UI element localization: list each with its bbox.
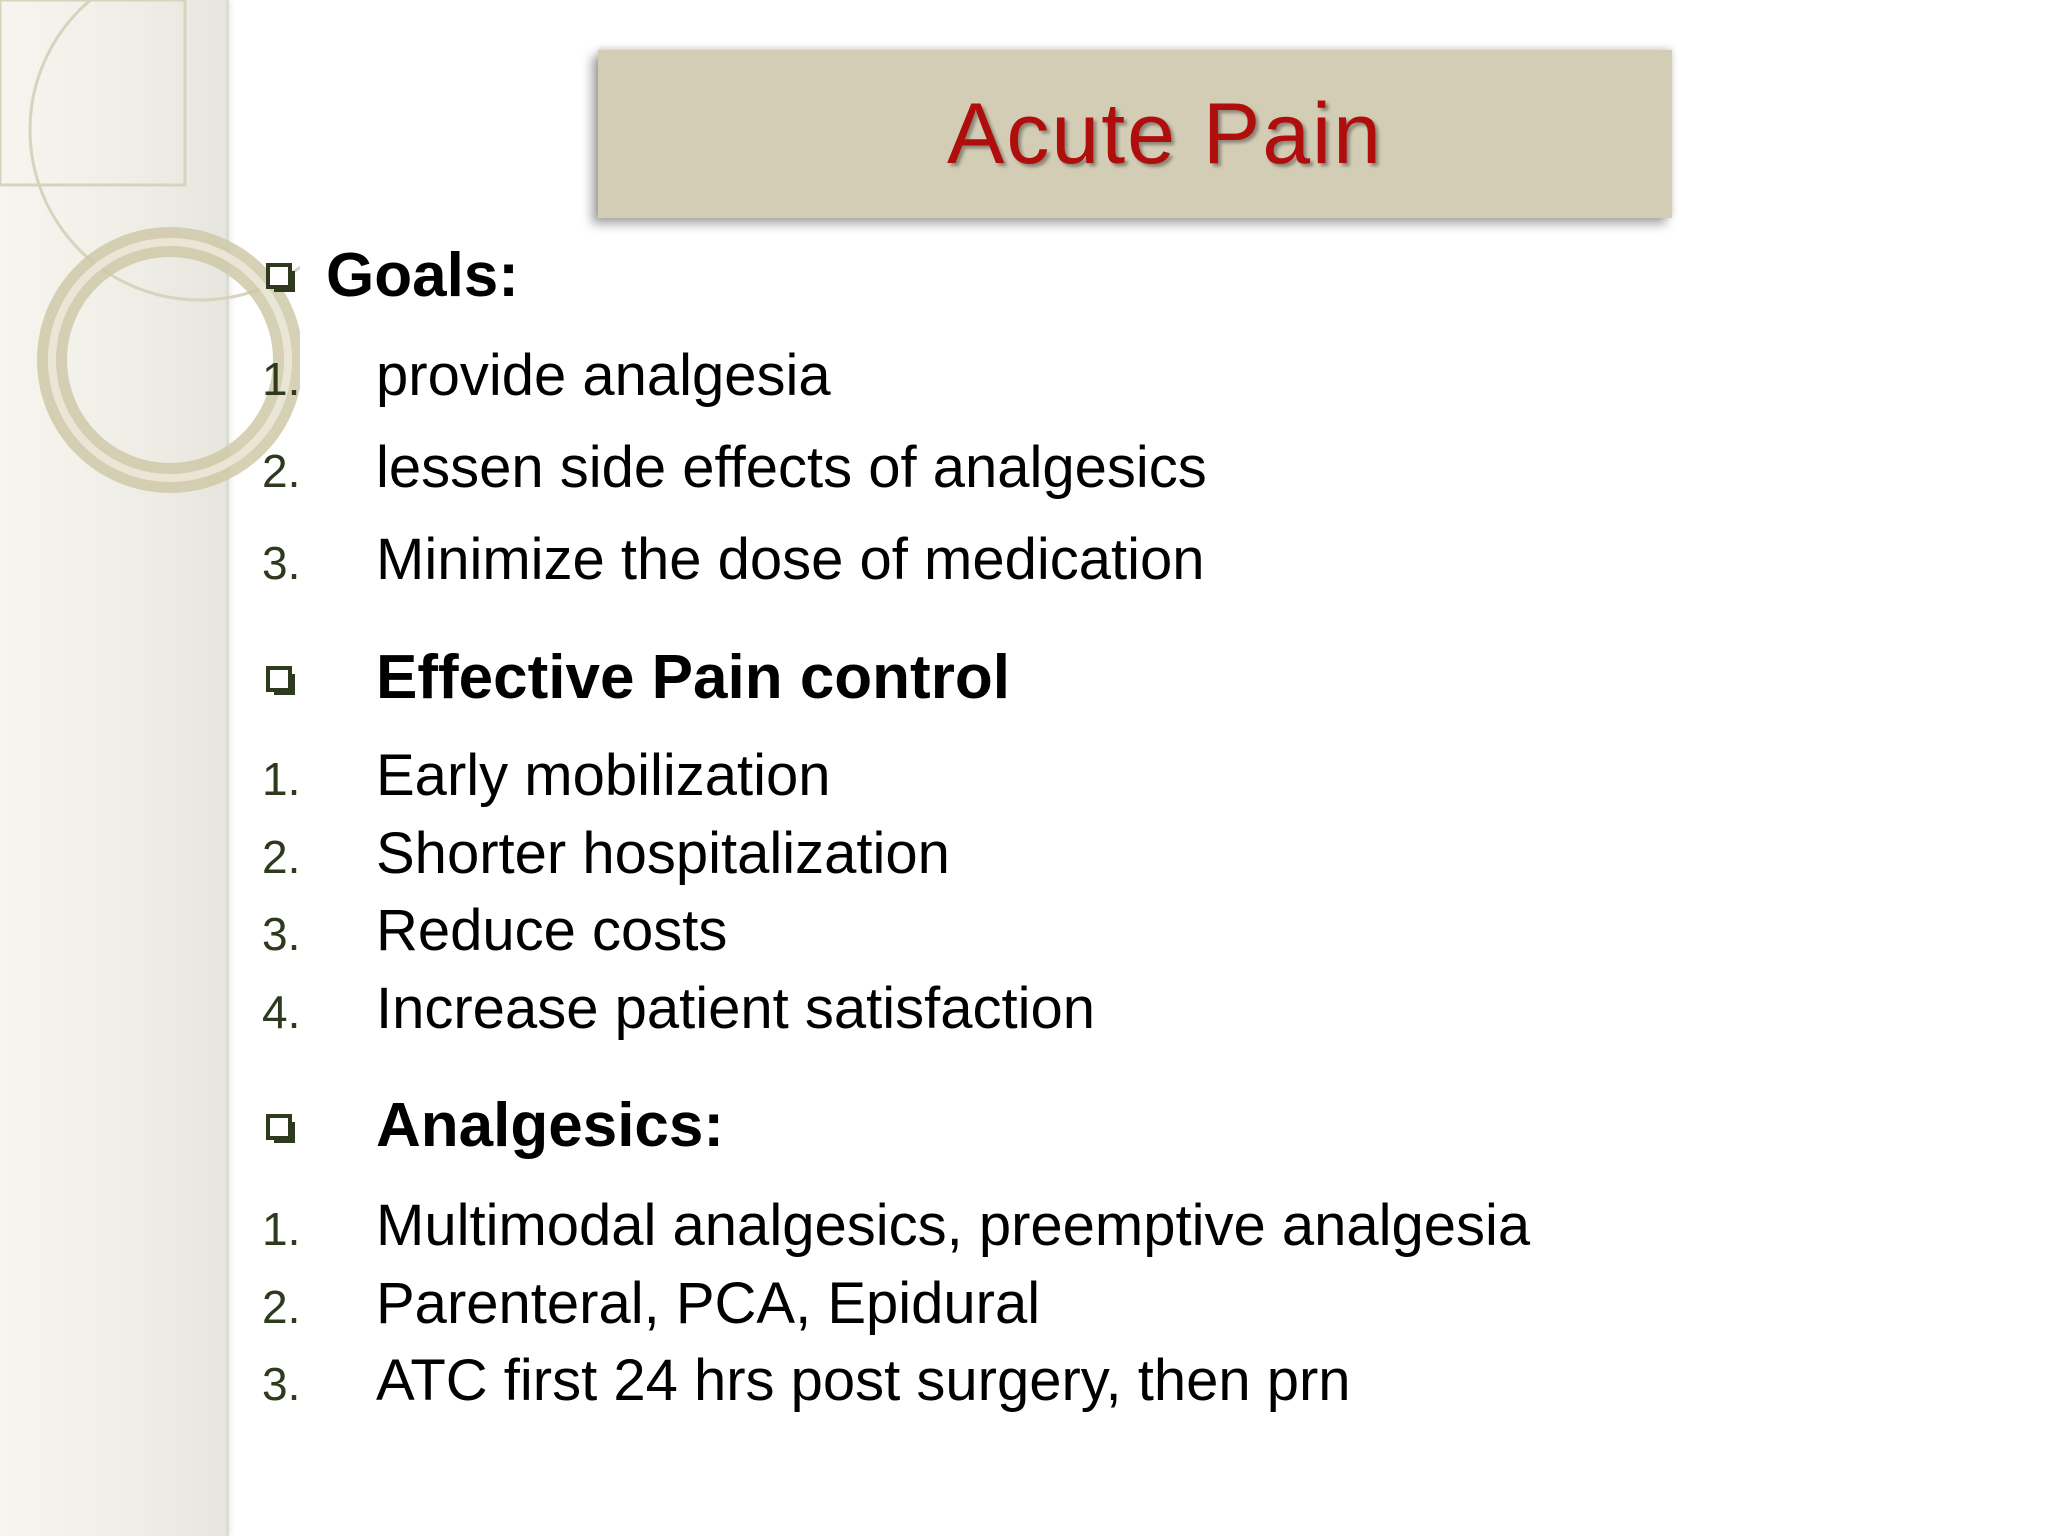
list-item: Reduce costs <box>376 898 728 963</box>
list-item-number: 2. <box>262 831 301 883</box>
section-heading-analgesics: Analgesics: <box>376 1091 725 1160</box>
checkbox-square-icon <box>266 263 296 293</box>
list-item: provide analgesia <box>376 343 831 408</box>
checkbox-square-icon <box>266 666 296 696</box>
list-item: Early mobilization <box>376 743 831 808</box>
list-item-number: 1. <box>262 1203 301 1255</box>
list-item: Shorter hospitalization <box>376 821 950 886</box>
slide-title: Acute Pain <box>947 85 1383 182</box>
list-item: ATC first 24 hrs post surgery, then prn <box>376 1348 1351 1413</box>
list-item: Multimodal analgesics, preemptive analgesia <box>376 1193 1531 1258</box>
section-heading-goals: Goals: <box>326 241 519 310</box>
list-item-number: 2. <box>262 445 301 497</box>
list-item-number: 4. <box>262 986 301 1038</box>
list-item: Increase patient satisfaction <box>376 976 1095 1041</box>
checkbox-square-icon <box>266 1114 296 1144</box>
list-item: lessen side effects of analgesics <box>376 435 1207 500</box>
list-item-number: 1. <box>262 753 301 805</box>
list-item: Minimize the dose of medication <box>376 527 1205 592</box>
list-item-number: 2. <box>262 1281 301 1333</box>
list-item: Parenteral, PCA, Epidural <box>376 1271 1041 1336</box>
list-item-number: 3. <box>262 1358 301 1410</box>
list-item-number: 1. <box>262 353 301 405</box>
list-item-number: 3. <box>262 537 301 589</box>
section-heading-effective-pain-control: Effective Pain control <box>376 643 1010 712</box>
list-item-number: 3. <box>262 908 301 960</box>
